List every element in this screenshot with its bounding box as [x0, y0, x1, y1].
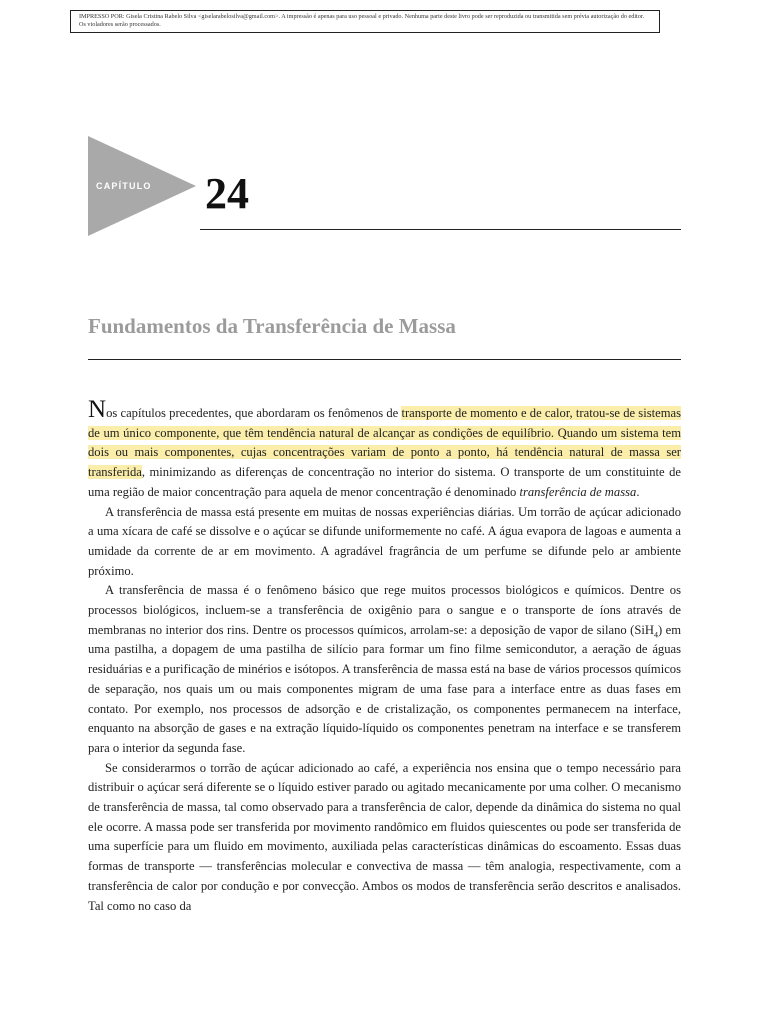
paragraph-1-text-c: . — [636, 484, 640, 499]
chapter-title: Fundamentos da Transferência de Massa — [88, 314, 456, 338]
chapter-number: 24 — [205, 169, 249, 218]
chapter-label: CAPÍTULO — [96, 181, 152, 191]
drop-cap: N — [88, 396, 107, 423]
subscript-4: 4 — [653, 630, 658, 640]
chapter-divider — [200, 229, 681, 230]
title-divider — [88, 359, 681, 360]
paragraph-1-text-b: , minimizando as diferenças de concentração no interior do sistema. O transporte de um constituinte de uma região de maior concentração para aquela de menor concentração é denominado — [88, 465, 681, 499]
print-notice: IMPRESSO POR: Gisela Cristina Rabelo Silva <giselarabelosilva@gmail.com>. A impressão é apenas para uso pessoal e privado. Nenhuma parte deste livro pode ser reproduzida ou transmitida sem prévia autorização do editor. Os violadores serão processados. — [70, 10, 660, 33]
paragraph-4: Se considerarmos o torrão de açúcar adicionado ao café, a experiência nos ensina que o tempo necessário para distribuir o açúcar será diferente se o líquido estiver parado ou agitado mecanicamente por uma colher. O mecanismo de transferência de massa, tal como observado para a transferência de calor, depende da dinâmica do sistema no qual ele ocorre. A massa pode ser transferida por movimento randômico em fluidos quiescentes ou pode ser transferida de uma superfície para um fluido em movimento, auxiliada pelas características dinâmicas do escoamento. Essas duas formas de transporte — transferências molecular e convectiva de massa — têm analogia, respectivamente, com a transferência de calor por condução e por convecção. Ambos os modos de transferência serão descritos e analisados. Tal como no caso da — [88, 760, 681, 913]
emphasis-term: transferência de massa — [519, 484, 637, 499]
paragraph-3 — [88, 581, 681, 758]
paragraph-1 — [88, 396, 681, 503]
paragraph-1-text-a: os capítulos precedentes, que abordaram os fenômenos de — [106, 406, 402, 420]
highlighted-text[interactable]: transporte de momento e de calor, tratou-se de sistemas de um único componente, que têm tendência natural de alcançar as condições de equilíbrio. Quando um sistema tem dois ou mais componentes, cujas concentrações variam de ponto a ponto, há tendência natural de massa ser transferida — [88, 406, 681, 480]
body-text — [88, 396, 681, 916]
paragraph-3-text-a: A transferência de massa é o fenômeno básico que rege muitos processos biológicos e químicos. Dentre os processos biológicos, incluem-se a transferência de oxigênio para o sangue e o transporte de íons através de membranas no interior dos rins. Dentre os processos químicos, arrolam-se: a deposição de vapor de silano (SiH — [88, 583, 681, 637]
paragraph-2: A transferência de massa está presente em muitas de nossas experiências diárias. Um torrão de açúcar adicionado a uma xícara de café se dissolve e o açúcar se difunde uniformemente no café. A água evapora de lagoas e aumenta a umidade da corrente de ar em movimento. A agradável fragrância de um perfume se difunde pelo ar ambiente próximo. — [88, 504, 681, 578]
paragraph-3-text-b: ) em uma pastilha, a dopagem de uma pastilha de silício para formar um fino filme semicondutor, a aeração de águas residuárias e a purificação de minérios e isótopos. A transferência de massa está na base de vários processos químicos de separação, nos quais um ou mais componentes migram de uma fase para a interface entre as duas fases em contato. Por exemplo, nos processos de adsorção e de cristalização, os componentes permanecem na interface, enquanto na absorção de gases e na extração líquido-líquido os componentes penetram na interface e se transferem para o interior da segunda fase. — [88, 622, 681, 755]
